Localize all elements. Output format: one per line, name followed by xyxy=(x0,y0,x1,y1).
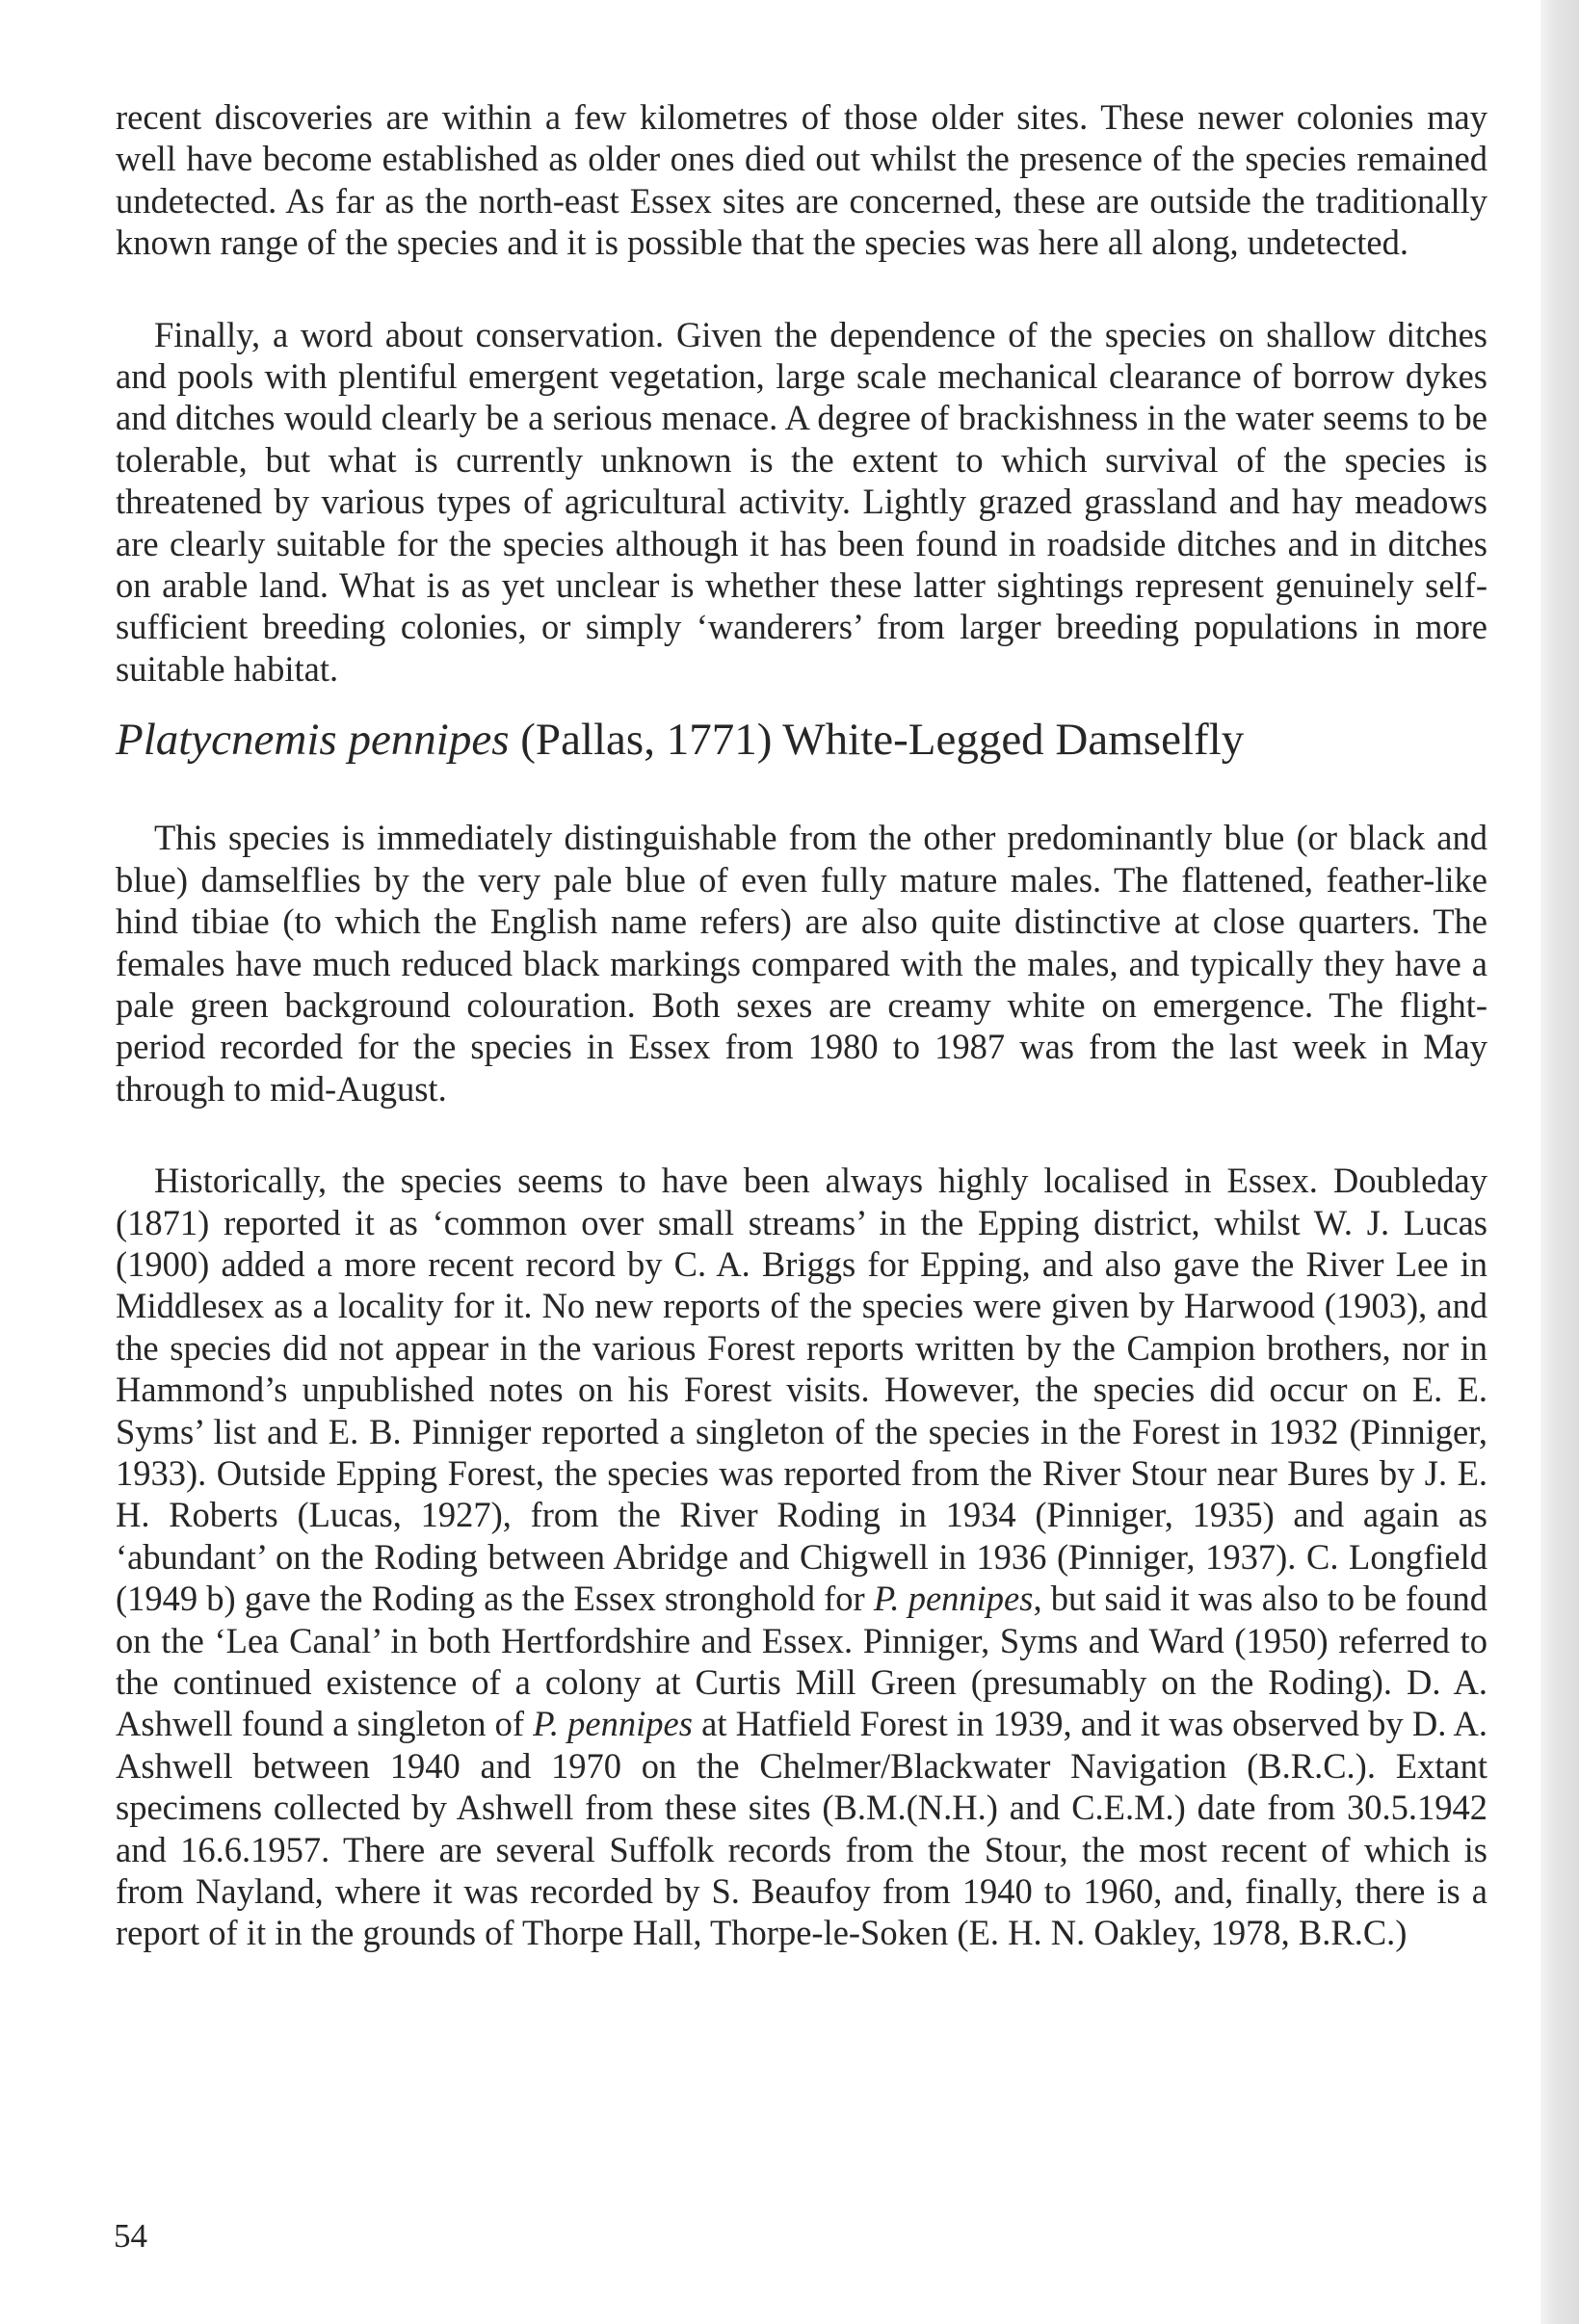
species-authority: (Pallas, 1771) xyxy=(520,715,773,766)
page-edge-shadow xyxy=(1540,0,1579,2324)
paragraph-gap xyxy=(116,264,1487,314)
history-paragraph xyxy=(116,1160,1487,1954)
history-text-part3: at Hatfield Forest in 1939, and it was observed by D. A. Ashwell between 1940 and 1970 on the Chelmer/Blackwater Navigation (B.R.C.). Extant specimens collected by Ashwell from these sites (B.M.(N.H.) and C.E.M.) date from 30.5.1942 and 16.6.1957. There are several Suffolk records from the Stour, the most recent of which is from Nayland, where it was recorded by S. Beaufoy from 1940 to 1960, and, finally, there is a report of it in the grounds of Thorpe Hall, Thorpe-le-Soken (E. H. N. Oakley, 1978, B.R.C.) xyxy=(116,1704,1487,1953)
history-italic-species-2: P. pennipes xyxy=(533,1704,693,1744)
heading-gap-above xyxy=(116,690,1487,713)
heading-gap-below xyxy=(116,767,1487,817)
history-text-part1: Historically, the species seems to have been always highly localised in Essex. Doubleday (1871) reported it as ‘common over small streams’ in the Epping district, whilst W. J. Lucas (1900) added a more recent record by C. A. Briggs for Epping, and also gave the River Lee in Middlesex as a locality for it. No new reports of the species were given by Harwood (1903), and the species did not appear in the various Forest reports written by the Campion brothers, nor in Hammond’s unpublished notes on his Forest visits. However, the species did occur on E. E. Syms’ list and E. B. Pinniger reported a singleton of the species in the Forest in 1932 (Pinniger, 1933). Outside Epping Forest, the species was reported from the River Stour near Bures by J. E. H. Roberts (Lucas, 1927), from the River Roding in 1934 (Pinniger, 1935) and again as ‘abundant’ on the Roding between Abridge and Chigwell in 1936 (Pinniger, 1937). C. Longfield (1949 b) gave the Roding as the Essex stronghold for xyxy=(116,1161,1487,1619)
description-paragraph: This species is immediately distinguishable from the other predominantly blue (or black and blue) damselflies by the very pale blue of even fully mature males. The flattened, feather-like hind tibiae (to which the English name refers) are also quite distinctive at close quarters. The females have much reduced black markings compared with the males, and typically they have a pale green background colouration. Both sexes are creamy white on emergence. The flight-period recorded for the species in Essex from 1980 to 1987 was from the last week in May through to mid-August. xyxy=(116,818,1487,1109)
history-italic-species-1: P. pennipes xyxy=(873,1579,1034,1619)
species-heading xyxy=(116,713,1487,767)
history-text-part2: , but said it was also to be found on the ‘Lea Canal’ in both Hertfordshire and Essex. Pinniger, Syms and Ward (1950) referred to the continued existence of a colony at Curtis Mill Green (presumably on the Roding). D. A. Ashwell found a singleton of xyxy=(116,1579,1488,1744)
page-body xyxy=(116,96,1487,1954)
species-common-name: White-Legged Damselfly xyxy=(782,715,1245,766)
conservation-paragraph: Finally, a word about conservation. Given the dependence of the species on shallow ditches and pools with plentiful emergent vegetation, large scale mechanical clearance of borrow dykes and ditches would clearly be a serious menace. A degree of brackishness in the water seems to be tolerable, but what is currently unknown is the extent to which survival of the species is threatened by various types of agricultural activity. Lightly grazed grassland and hay meadows are clearly suitable for the species although it has been found in roadside ditches and in ditches on arable land. What is as yet unclear is whether these latter sightings represent genuinely self-sufficient breeding colonies, or simply ‘wanderers’ from larger breeding populations in more suitable habitat. xyxy=(116,314,1487,689)
species-latin-name: Platycnemis pennipes xyxy=(116,715,510,766)
page-number: 54 xyxy=(114,2217,147,2255)
continued-paragraph: recent discoveries are within a few kilometres of those older sites. These newer colonies may well have become established as older ones died out whilst the presence of the species remained undetected. As far as the north-east Essex sites are concerned, these are outside the traditionally known range of the species and it is possible that the species was here all along, undetected. xyxy=(116,97,1487,263)
paragraph-gap xyxy=(116,1110,1487,1160)
